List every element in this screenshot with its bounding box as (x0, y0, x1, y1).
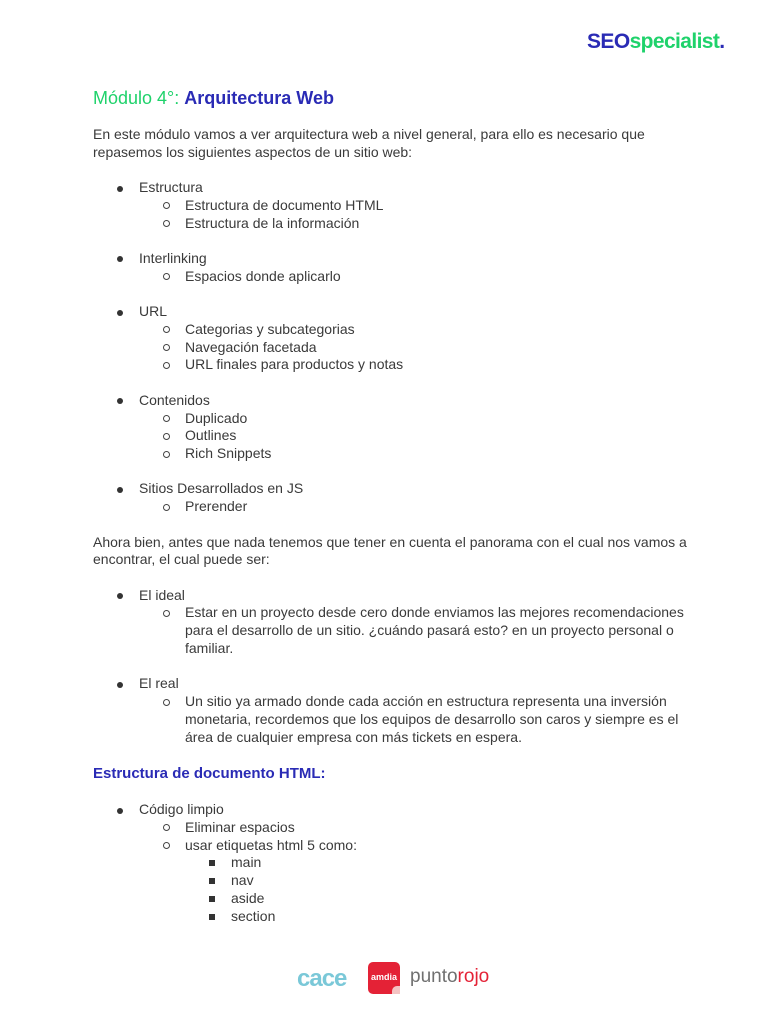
amdia-logo-text: amdia (370, 972, 397, 982)
footer-logos (0, 962, 768, 998)
sub-item: Outlines (139, 427, 703, 445)
logo-dot: . (719, 30, 725, 53)
list-item (93, 480, 703, 516)
sub-item: Eliminar espacios (139, 819, 703, 837)
logo-part-specialist: specialist (629, 30, 720, 53)
sub-item: Rich Snippets (139, 445, 703, 463)
tag-item: main (185, 854, 703, 872)
tag-item: nav (185, 872, 703, 890)
list-item (93, 392, 703, 463)
list-item (93, 179, 703, 232)
list-item (93, 587, 703, 658)
sub-item: usar etiquetas html 5 como: (185, 836, 357, 853)
aspect-label: Contenidos (139, 391, 210, 408)
html-list (93, 801, 703, 926)
sub-item: URL finales para productos y notas (139, 356, 703, 374)
list-item (93, 250, 703, 286)
list-item (93, 303, 703, 374)
puntorojo-part-rojo: rojo (457, 966, 490, 987)
intro-paragraph: En este módulo vamos a ver arquitectura web a nivel general, para ello es necesario que repasemos los siguientes aspectos de un sitio web: (93, 126, 645, 160)
module-prefix: Módulo 4°: (93, 88, 180, 108)
logo-part-seo: SEO (587, 30, 630, 53)
tag-item: section (185, 908, 703, 926)
module-title: Arquitectura Web (184, 88, 334, 108)
panorama-label: El ideal (139, 586, 185, 603)
amdia-logo (368, 962, 400, 994)
amdia-logo-fold (392, 986, 400, 994)
puntorojo-logo (410, 966, 489, 988)
sub-item: Estructura de la información (139, 215, 703, 233)
panorama-list (93, 587, 703, 747)
cace-logo: cace (297, 965, 347, 992)
html-list-label: Código limpio (139, 801, 224, 818)
puntorojo-part-punto: punto (410, 966, 458, 987)
tag-item: aside (185, 890, 703, 908)
panorama-label: El real (139, 675, 179, 692)
aspect-label: Sitios Desarrollados en JS (139, 480, 304, 497)
sub-item: Categorias y subcategorias (139, 321, 703, 339)
module-heading (93, 86, 703, 110)
sub-item: Navegación facetada (139, 339, 703, 357)
section-heading-html-structure: Estructura de documento HTML: (93, 764, 326, 782)
aspect-label: Interlinking (139, 249, 207, 266)
aspect-label: Estructura (139, 179, 203, 196)
sub-item: Prerender (139, 498, 703, 516)
aspects-list (93, 179, 703, 516)
sub-item: Duplicado (139, 410, 703, 428)
document-body (93, 86, 703, 926)
sub-item: Estar en un proyecto desde cero donde enviamos las mejores recomendaciones para el desarrollo de un sitio. ¿cuándo pasará esto? en un proyecto personal o familiar. (139, 604, 703, 657)
sub-item: Estructura de documento HTML (139, 197, 703, 215)
list-item (93, 675, 703, 746)
aspect-label: URL (139, 303, 168, 320)
sub-item: Espacios donde aplicarlo (139, 268, 703, 286)
seo-specialist-logo (587, 30, 725, 54)
panorama-paragraph: Ahora bien, antes que nada tenemos que tener en cuenta el panorama con el cual nos vamos a encontrar, el cual puede ser: (93, 533, 687, 568)
sub-item: Un sitio ya armado donde cada acción en estructura representa una inversión monetaria, recordemos que los equipos de desarrollo son caros y siempre es el área de cualquier empresa con más tickets en espera. (139, 693, 703, 746)
